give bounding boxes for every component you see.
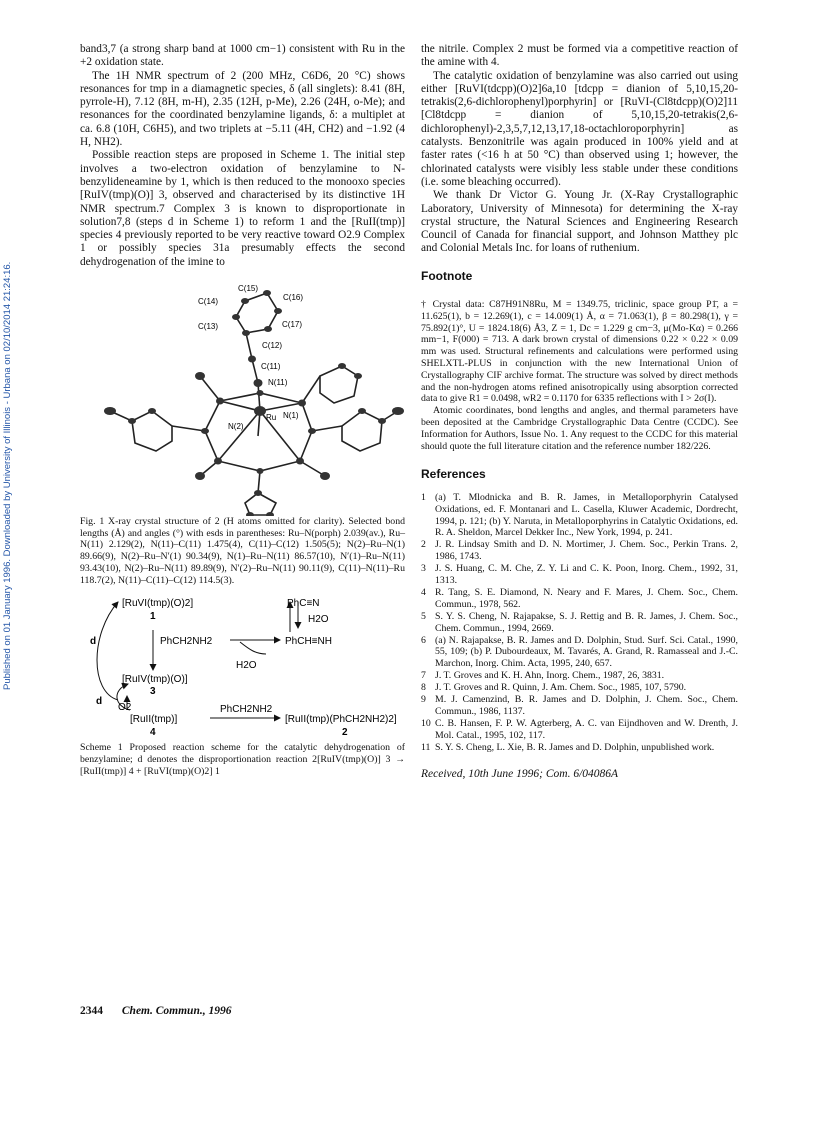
reference-item: [421, 670, 738, 682]
reference-number: 4: [421, 586, 426, 598]
crystal-structure-figure: [80, 271, 405, 516]
reference-item: [421, 563, 738, 587]
reference-item: [421, 742, 738, 754]
reference-text: (a) N. Rajapakse, B. R. James and D. Dolphin, Stud. Surf. Sci. Catal., 1990, 55, 109; (b) P. Dubourdeaux, M. Tavarés, A. Grand, R. Ramasseal and J.-C. Marchon, Inorg. Chim. Acta, 1995, 240, 657.: [435, 634, 738, 670]
label-c11: C(11): [261, 362, 281, 372]
reference-text: C. B. Hansen, F. P. W. Agterberg, A. C. van Eijndhoven and W. Drenth, J. Mol. Catal., 1995, 102, 117.: [435, 717, 738, 741]
scheme-num-3: 3: [150, 686, 156, 698]
scheme-benzylamine-2: PhCH2NH2: [220, 704, 273, 716]
label-ru: Ru: [266, 413, 277, 423]
references-heading: References: [421, 467, 486, 482]
reference-number: 8: [421, 682, 426, 694]
scheme-num-4: 4: [150, 727, 156, 739]
label-n2: N(2): [228, 422, 244, 432]
scheme-1-caption: Scheme 1 Proposed reaction scheme for the catalytic dehydrogenation of benzylamine; d denotes the disproportionation reaction 2[RuIV(tmp)(O)] 3 → [RuII(tmp)] 4 + [RuVI(tmp)(O)2] 1: [80, 742, 405, 777]
page-number: 2344: [80, 1005, 103, 1017]
reference-item: [421, 718, 738, 742]
reference-item: [421, 635, 738, 671]
page-footer: [80, 1005, 231, 1017]
scheme-ru-ii: [RuII(tmp)]: [130, 714, 178, 726]
scheme-imine: PhCH≡NH: [285, 636, 332, 648]
left-column: [80, 43, 405, 777]
scheme-ru-vi: [RuVI(tmp)(O)2]: [122, 598, 194, 610]
reference-text: S. Y. S. Cheng, L. Xie, B. R. James and D. Dolphin, unpublished work.: [435, 741, 715, 753]
download-watermark: [2, 150, 20, 690]
label-c15: C(15): [238, 284, 259, 294]
footnote-deposition: Atomic coordinates, bond lengths and angles, and thermal parameters have been deposited at the Cambridge Crystallographic Data Centre (CCDC). See Information for Authors, Issue No. 1. Any request to the CCDC for this material should quote the full literature citation and the reference number 182/226.: [421, 405, 738, 452]
scheme-oxygen: O2: [118, 702, 132, 714]
left-paragraph-1: band3,7 (a strong sharp band at 1000 cm−1) consistent with Ru in the +2 oxidation state.: [80, 43, 405, 69]
reference-text: R. Tang, S. E. Diamond, N. Neary and F. Mares, J. Chem. Soc., Chem. Commun., 1978, 562.: [435, 586, 738, 610]
reference-text: (a) T. Mlodnicka and B. R. James, in Metalloporphyrin Catalysed Oxidations, ed. F. Montanari and L. Casella, Kluwer Academic, Dordrecht, 1994, p. 121; (b) Y. Naruta, in Metalloporphyrins in Catalytic Oxidations, ed. R. A. Sheldon, Marcel Dekker Inc., New York, 1994, p. 241.: [435, 491, 738, 539]
reference-item: [421, 492, 738, 540]
scheme-nitrile: PhC≡N: [287, 598, 320, 610]
scheme-num-1: 1: [150, 611, 156, 623]
scheme-1: [80, 592, 405, 742]
journal-name: Chem. Commun., 1996: [121, 1005, 232, 1017]
reference-item: [421, 682, 738, 694]
label-c16: C(16): [283, 293, 304, 303]
reaction-scheme-drawing: [80, 592, 405, 742]
right-paragraph-1: the nitrile. Complex 2 must be formed via a competitive reaction of the amine with 4.: [421, 43, 738, 69]
reference-number: 11: [421, 741, 431, 753]
scheme-water-2: H2O: [236, 660, 257, 672]
footnote-heading: Footnote: [421, 268, 473, 283]
scheme-d-1: d: [90, 636, 97, 648]
label-n1: N(1): [283, 411, 299, 421]
label-c12: C(12): [262, 341, 283, 351]
reference-item: [421, 539, 738, 563]
acknowledgements: We thank Dr Victor G. Young Jr. (X-Ray Crystallographic Laboratory, University of Minnesota) for determining the X-ray crystal structure, the Natural Sciences and Engineering Research Council of Canada for financial support, and Johnson Matthey plc and Colonial Metals Inc. for loans of ruthenium.: [421, 189, 738, 255]
scheme-num-2: 2: [342, 727, 348, 739]
reference-item: [421, 694, 738, 718]
label-c13: C(13): [198, 322, 219, 332]
crystal-structure-drawing: [80, 271, 405, 516]
scheme-ru-ii-benzylamine: [RuII(tmp)(PhCH2NH2)2]: [285, 714, 397, 726]
label-c17: C(17): [282, 320, 303, 330]
reference-number: 7: [421, 670, 426, 682]
reference-item: [421, 587, 738, 611]
reference-text: S. Y. S. Cheng, N. Rajapakse, S. J. Rettig and B. R. James, J. Chem. Soc., Chem. Commun., 1994, 2669.: [435, 610, 738, 634]
reference-number: 5: [421, 610, 426, 622]
scheme-d-2: d: [96, 696, 103, 708]
download-watermark-text: Published on 01 January 1996. Downloaded by University of Illinois - Urbana on 02/10/2014 21:24:16.: [2, 261, 13, 690]
reference-number: 1: [421, 491, 426, 503]
reference-number: 2: [421, 539, 426, 551]
reference-text: J. S. Huang, C. M. Che, Z. Y. Li and C. K. Poon, Inorg. Chem., 1992, 31, 1313.: [435, 563, 738, 587]
left-paragraph-3: Possible reaction steps are proposed in Scheme 1. The initial step involves a two-electron oxidation of benzylamine to N-benzylideneamine by 1, which is then reduced to the monooxo species [RuIV(tmp)(O)] 3, observed and characterised by its distinctive 1H NMR spectrum.7 Complex 3 is known to disproportionate in solution7,8 (steps d in Scheme 1) to reform 1 and the [RuII(tmp)] species 4 previously reported to be very reactive toward O2.9 Complex 1 or possibly species 31a presumably effects the second dehydrogenation of the imine to: [80, 149, 405, 268]
label-n11: N(11): [268, 378, 288, 388]
footnote-crystal-data: † Crystal data: C87H91N8Ru, M = 1349.75, triclinic, space group P1̄, a = 11.625(1), b = 12.269(1), c = 14.009(1) Å, α = 71.063(1), β = 80.298(1), γ = 75.892(1)°, U = 1824.18(6) Å3, Z = 1, Dc = 1.229 g cm−3, μ(Mo-Kα) = 0.266 mm−1, F(000) = 713. A dark brown crystal of dimensions 0.22 × 0.22 × 0.09 mm was used. Structural refinements and calculations were performed using SHELXTL-PLUS in conjunction with the new International Union of Crystallography CIF archive format. The structure was solved by direct methods and the non-hydrogen atoms refined anisotropically using absorption corrected data to give R1 = 0.0498, wR2 = 0.1170 for 6335 reflections with I > 2σ(I).: [421, 299, 738, 405]
reference-number: 9: [421, 694, 426, 706]
reference-text: J. T. Groves and R. Quinn, J. Am. Chem. Soc., 1985, 107, 5790.: [435, 682, 687, 694]
right-column: [421, 43, 738, 781]
right-paragraph-2: The catalytic oxidation of benzylamine was also carried out using either [RuVI(tdcpp)(O)2]6a,10 [tdcpp = dianion of 5,10,15,20-tetrakis(2,6-dichlorophenyl)porphyrin] or [RuVI-(Cl8tdcpp)(O)2]11 [Cl8tdcpp = dianion of 5,10,15,20-tetrakis(2,6-dichlorophenyl)-2,3,5,7,12,13,17,18-octachloroporphyrin] as catalysts. Benzonitrile was again produced in 100% yield and at faster rates (<16 h at 50 °C) than observed using 1; however, the chlorinated catalysts were visibly less stable under these conditions (i.e. some bleaching occurred).: [421, 69, 738, 188]
reference-number: 6: [421, 634, 426, 646]
label-c14: C(14): [198, 297, 219, 307]
reference-text: M. J. Camenzind, B. R. James and D. Dolphin, J. Chem. Soc., Chem. Commun., 1986, 1137.: [435, 694, 738, 718]
reference-text: J. R. Lindsay Smith and D. N. Mortimer, J. Chem. Soc., Perkin Trans. 2, 1986, 1743.: [435, 539, 738, 563]
figure-1-caption: Fig. 1 X-ray crystal structure of 2 (H atoms omitted for clarity). Selected bond lengths (Å) and angles (°) with esds in parentheses: Ru–N(porph) 2.039(av.), Ru–N(11) 2.129(2), N(11)–C(11) 1.475(4), C(11)–C(12) 1.505(5); N(2)–Ru–N(1) 89.66(9), N(2)–Ru–N′(1) 90.34(9), N(1)–Ru–N(11) 86.57(10), N′(1)–Ru–N(11) 93.43(10), N(2)–Ru–N(11) 89.89(9), N′(2)–Ru–N(11) 90.11(9), C(11)–N(11)–Ru 118.7(2), N(11)–C(11)–C(12) 114.5(3).: [80, 516, 405, 586]
scheme-water-1: H2O: [308, 614, 329, 626]
scheme-ru-iv: [RuIV(tmp)(O)]: [122, 674, 188, 686]
scheme-benzylamine: PhCH2NH2: [160, 636, 213, 648]
reference-text: J. T. Groves and K. H. Ahn, Inorg. Chem., 1987, 26, 3831.: [435, 670, 665, 682]
left-paragraph-2: The 1H NMR spectrum of 2 (200 MHz, C6D6, 20 °C) shows resonances for tmp in a diamagnetic species, δ (all singlets): 8.41 (8H, pyrrole-H), 7.12 (8H, m-H), 2.35 (12H, p-Me), 2.26 (24H, o-Me); and resonances for the coordinated benzylamine ligands, δ: a multiplet at ca. 6.8 (10H, C6H5), and two triplets at −5.11 (4H, CH2) and −1.92 (4 H, NH2).: [80, 69, 405, 149]
reference-item: [421, 611, 738, 635]
received-date: Received, 10th June 1996; Com. 6/04086A: [421, 767, 619, 780]
reference-number: 3: [421, 563, 426, 575]
reference-list: [421, 492, 738, 754]
reference-number: 10: [421, 717, 431, 729]
